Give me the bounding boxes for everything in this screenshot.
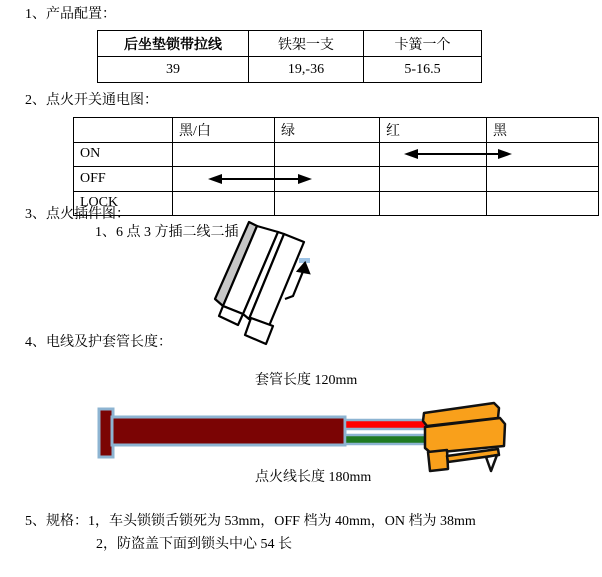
switch-row-label-on: ON bbox=[74, 142, 173, 167]
ignition-wire-length-label: 点火线长度 180mm bbox=[255, 470, 372, 485]
product-value-clip: 5-16.5 bbox=[364, 57, 482, 83]
table-row bbox=[74, 118, 599, 143]
sleeve-length-label: 套管长度 120mm bbox=[255, 373, 358, 388]
spec-item-1: 1，车头锁锁舌锁死为 53mm，OFF 档为 40mm，ON 档为 38mm bbox=[88, 514, 476, 529]
section-3-title: 3、点火插件图： bbox=[25, 207, 130, 222]
section-3-subtitle: 1、6 点 3 方插二线二插 bbox=[95, 225, 239, 240]
product-header-iron-frame: 铁架一支 bbox=[249, 31, 364, 57]
table-row bbox=[98, 57, 482, 83]
product-value-lock-cable: 39 bbox=[98, 57, 249, 83]
spec-item-2: 2，防盗盖下面到锁头中心 54 长 bbox=[96, 537, 292, 552]
table-cell bbox=[173, 191, 275, 216]
switch-header-red: 红 bbox=[380, 118, 487, 143]
section-2-title: 2、点火开关通电图： bbox=[25, 93, 158, 108]
table-cell bbox=[275, 142, 380, 167]
spec-line-1 bbox=[25, 513, 476, 531]
table-row bbox=[74, 191, 599, 216]
product-header-clip: 卡簧一个 bbox=[364, 31, 482, 57]
switch-header-empty bbox=[74, 118, 173, 143]
switch-header-green: 绿 bbox=[275, 118, 380, 143]
connector-latch-outline bbox=[486, 455, 497, 471]
orange-connector bbox=[423, 403, 505, 471]
table-row bbox=[74, 142, 599, 167]
table-row bbox=[74, 167, 599, 192]
switch-row-label-off: OFF bbox=[74, 167, 173, 192]
table-cell bbox=[173, 142, 275, 167]
table-row bbox=[98, 31, 482, 57]
on-connection-arrow bbox=[404, 147, 512, 161]
off-connection-arrow bbox=[208, 172, 312, 186]
ignition-plug-sketch bbox=[205, 218, 345, 353]
switch-header-black-white: 黑/白 bbox=[173, 118, 275, 143]
red-wire bbox=[345, 420, 426, 429]
protective-sleeve-bar bbox=[112, 417, 345, 445]
product-header-lock-cable: 后坐垫锁带拉线 bbox=[98, 31, 249, 57]
section-1-title: 1、产品配置： bbox=[25, 7, 116, 22]
switch-continuity-table bbox=[73, 117, 599, 216]
switch-header-black: 黑 bbox=[487, 118, 599, 143]
table-cell bbox=[487, 167, 599, 192]
section-5-prefix: 5、规格： bbox=[25, 514, 88, 529]
product-value-iron-frame: 19,-36 bbox=[249, 57, 364, 83]
switch-row-label-lock: LOCK bbox=[74, 191, 173, 216]
table-cell bbox=[487, 191, 599, 216]
green-wire bbox=[345, 435, 426, 444]
product-config-table bbox=[97, 30, 482, 83]
table-cell bbox=[275, 191, 380, 216]
section-4-title: 4、电线及护套管长度： bbox=[25, 335, 172, 350]
table-cell bbox=[380, 191, 487, 216]
table-cell bbox=[380, 167, 487, 192]
